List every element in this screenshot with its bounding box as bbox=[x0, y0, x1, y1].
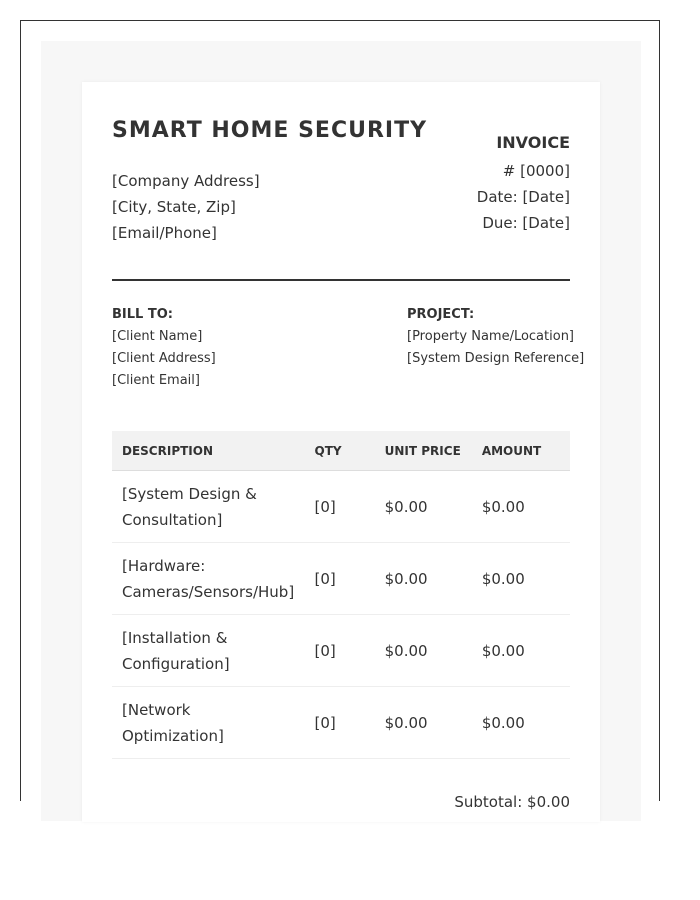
row-amount: $0.00 bbox=[472, 471, 570, 543]
project-heading: PROJECT: bbox=[407, 307, 475, 322]
row-description: [System Design & Consultation] bbox=[112, 471, 305, 543]
row-qty: [0] bbox=[305, 471, 375, 543]
row-unit-price: $0.00 bbox=[375, 543, 472, 615]
page-backdrop bbox=[41, 41, 641, 821]
table-row bbox=[112, 615, 570, 687]
client-email: [Client Email] bbox=[112, 373, 200, 388]
row-description: [Network Optimization] bbox=[112, 687, 305, 759]
company-info bbox=[112, 168, 260, 246]
company-name: SMART HOME SECURITY bbox=[112, 118, 428, 143]
invoice-number: # [0000] bbox=[502, 162, 570, 180]
row-description: [Hardware: Cameras/Sensors/Hub] bbox=[112, 543, 305, 615]
row-amount: $0.00 bbox=[472, 615, 570, 687]
row-description: [Installation & Configuration] bbox=[112, 615, 305, 687]
row-amount: $0.00 bbox=[472, 543, 570, 615]
row-qty: [0] bbox=[305, 615, 375, 687]
project-section bbox=[407, 304, 584, 370]
row-unit-price: $0.00 bbox=[375, 471, 472, 543]
row-qty: [0] bbox=[305, 543, 375, 615]
table-row bbox=[112, 471, 570, 543]
row-unit-price: $0.00 bbox=[375, 687, 472, 759]
project-reference: [System Design Reference] bbox=[407, 351, 585, 366]
header-amount: AMOUNT bbox=[472, 431, 570, 471]
header-qty: QTY bbox=[305, 431, 375, 471]
row-unit-price: $0.00 bbox=[375, 615, 472, 687]
invoice-due: Due: [Date] bbox=[482, 214, 570, 232]
project-property: [Property Name/Location] bbox=[407, 329, 575, 344]
row-amount: $0.00 bbox=[472, 687, 570, 759]
header-divider bbox=[112, 279, 570, 281]
company-contact: [Email/Phone] bbox=[112, 224, 217, 242]
subtotal: Subtotal: $0.00 bbox=[454, 793, 570, 811]
invoice-date: Date: [Date] bbox=[476, 188, 570, 206]
header-unit-price: UNIT PRICE bbox=[375, 431, 472, 471]
table-row bbox=[112, 687, 570, 759]
invoice-title: INVOICE bbox=[496, 133, 570, 152]
row-qty: [0] bbox=[305, 687, 375, 759]
page-frame bbox=[20, 20, 660, 811]
client-address: [Client Address] bbox=[112, 351, 216, 366]
invoice-meta bbox=[477, 132, 570, 236]
table-header-row bbox=[112, 431, 570, 471]
bill-to-heading: BILL TO: bbox=[112, 307, 173, 322]
line-items-table bbox=[112, 431, 570, 759]
bill-to-section bbox=[112, 304, 216, 392]
company-address: [Company Address] bbox=[112, 172, 260, 190]
company-city: [City, State, Zip] bbox=[112, 198, 236, 216]
header-description: DESCRIPTION bbox=[112, 431, 305, 471]
client-name: [Client Name] bbox=[112, 329, 203, 344]
invoice-sheet bbox=[82, 82, 600, 822]
table-row bbox=[112, 543, 570, 615]
